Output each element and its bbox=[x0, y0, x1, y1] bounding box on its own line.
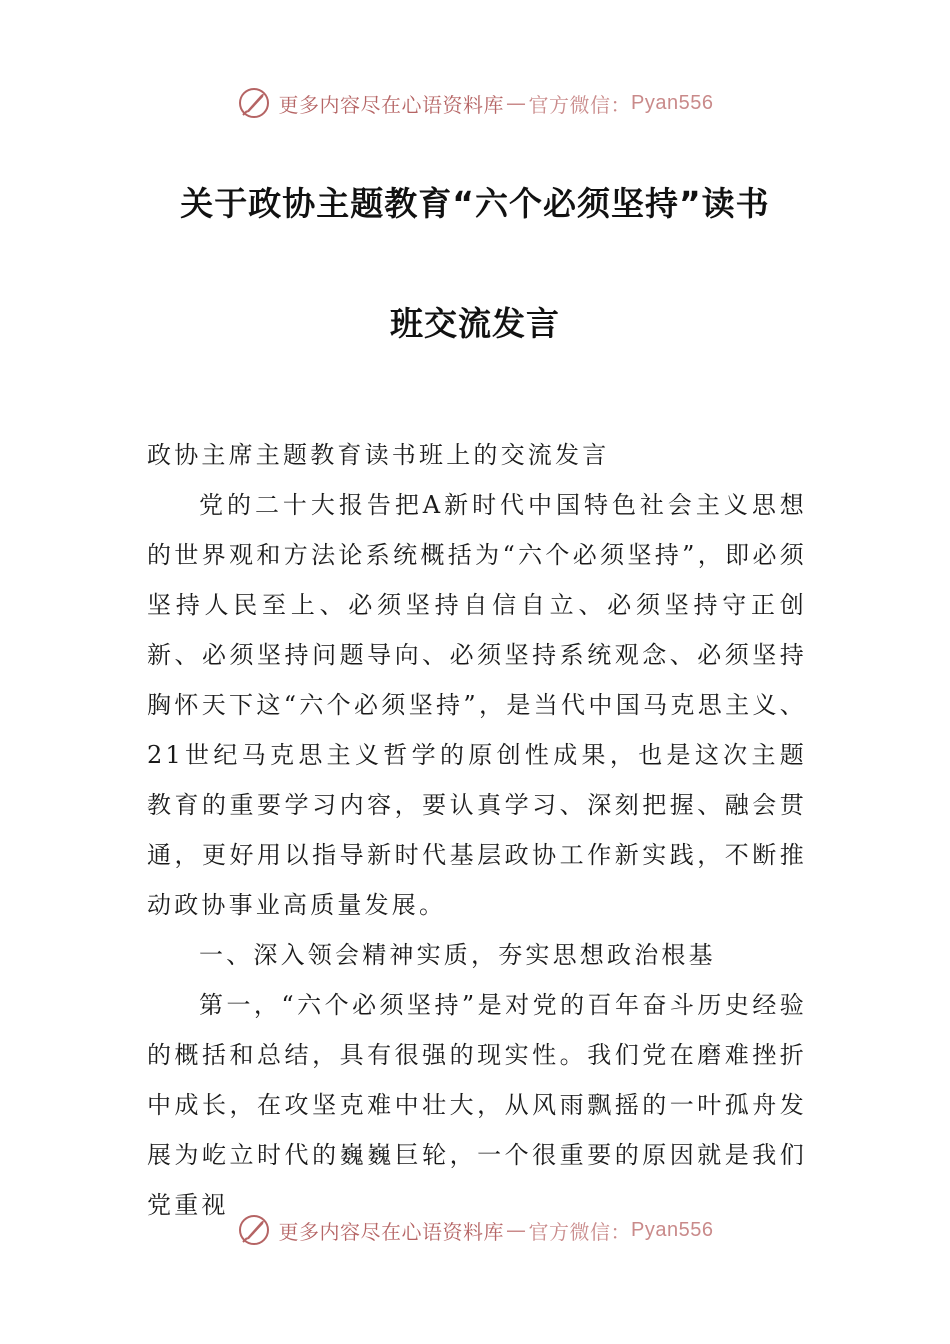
watermark-wechat-id: Pyan556 bbox=[631, 1218, 714, 1241]
section-heading-1: 一、深入领会精神实质，夯实思想政治根基 bbox=[199, 941, 716, 969]
watermark-dash: — bbox=[506, 91, 527, 115]
document-body bbox=[147, 430, 807, 1230]
watermark-brand: 更多内容尽在心语资料库 bbox=[278, 1219, 505, 1244]
watermark-header bbox=[0, 83, 950, 123]
document-title-line-2: 班交流发言 bbox=[390, 304, 560, 343]
watermark-wechat-id: Pyan556 bbox=[631, 91, 714, 114]
paragraph-first-point: 第一，“六个必须坚持”是对党的百年奋斗历史经验的概括和总结，具有很强的现实性。我们党在磨难挫折中成长，在攻坚克难中壮大，从风雨飘摇的一叶孤舟发展为屹立时代的巍巍巨轮，一个很重要的原因就是我们党重视 bbox=[147, 991, 807, 1219]
watermark-brand: 更多内容尽在心语资料库 bbox=[278, 92, 505, 117]
watermark-footer bbox=[0, 1210, 950, 1250]
quill-pen-icon bbox=[237, 86, 271, 120]
watermark-official: 官方微信： bbox=[528, 1219, 632, 1244]
watermark-official: 官方微信： bbox=[528, 92, 632, 117]
document-title-line-1: 关于政协主题教育“六个必须坚持”读书 bbox=[180, 184, 770, 223]
watermark-dash: — bbox=[506, 1218, 527, 1242]
paragraph-intro: 党的二十大报告把A新时代中国特色社会主义思想的世界观和方法论系统概括为“六个必须坚持”，即必须坚持人民至上、必须坚持自信自立、必须坚持守正创新、必须坚持问题导向、必须坚持系统观念、必须坚持胸怀天下这“六个必须坚持”，是当代中国马克思主义、21世纪马克思主义哲学的原创性成果，也是这次主题教育的重要学习内容，要认真学习、深刻把握、融会贯通，更好用以指导新时代基层政协工作新实践，不断推动政协事业高质量发展。 bbox=[147, 491, 807, 919]
document-subtitle: 政协主席主题教育读书班上的交流发言 bbox=[147, 441, 610, 469]
quill-pen-icon bbox=[237, 1213, 271, 1247]
